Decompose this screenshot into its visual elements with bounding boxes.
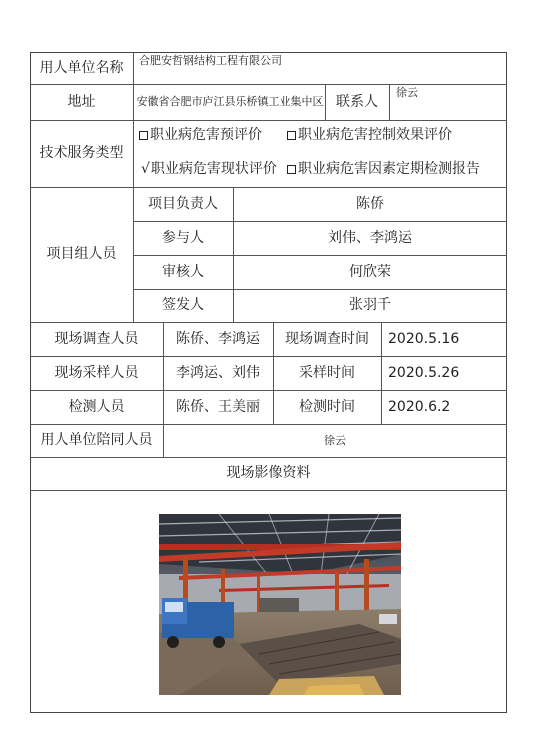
field-row-time-label: 检测时间 bbox=[299, 398, 355, 415]
checkbox-icon bbox=[139, 131, 148, 140]
team-member: 刘伟、李鸿运 bbox=[328, 229, 412, 246]
field-row-people: 陈侨、王美丽 bbox=[176, 398, 260, 415]
team-role: 审核人 bbox=[162, 263, 204, 280]
team-member: 张羽千 bbox=[349, 297, 391, 313]
field-row-time-label: 采样时间 bbox=[299, 364, 355, 381]
field-row-label: 检测人员 bbox=[68, 398, 125, 415]
team-role: 签发人 bbox=[162, 297, 204, 313]
field-row-time-value: 2020.5.16 bbox=[388, 330, 460, 347]
field-row-people: 李鸿运、刘伟 bbox=[176, 364, 260, 381]
employer-name-label: 用人单位名称 bbox=[39, 59, 124, 76]
team-member: 何欣荣 bbox=[349, 263, 391, 280]
employer-name-value: 合肥安哲钢结构工程有限公司 bbox=[139, 54, 282, 67]
service-option-periodic-test: 职业病危害因素定期检测报告 bbox=[287, 158, 503, 180]
field-row-time-value: 2020.5.26 bbox=[388, 364, 460, 381]
checkbox-icon bbox=[287, 131, 296, 140]
team-role: 项目负责人 bbox=[148, 195, 218, 212]
field-row-time-label: 现场调查时间 bbox=[285, 330, 369, 347]
team-role: 参与人 bbox=[162, 229, 204, 246]
accompany-value: 徐云 bbox=[324, 433, 346, 447]
field-row-people: 陈侨、李鸿运 bbox=[176, 330, 260, 347]
site-photo bbox=[159, 514, 401, 695]
field-row-label: 现场采样人员 bbox=[54, 364, 139, 381]
address-label: 地址 bbox=[67, 93, 96, 110]
service-option-status-evaluation: √ 职业病危害现状评价 bbox=[141, 160, 277, 177]
checkbox-icon bbox=[287, 165, 296, 174]
service-option-pre-evaluation: 职业病危害预评价 bbox=[139, 124, 289, 146]
address-value: 安徽省合肥市庐江县乐桥镇工业集中区 bbox=[136, 95, 324, 108]
accompany-label: 用人单位陪同人员 bbox=[40, 432, 153, 448]
field-row-label: 现场调查人员 bbox=[54, 330, 139, 347]
team-member: 陈侨 bbox=[356, 195, 384, 212]
service-type-label: 技术服务类型 bbox=[39, 145, 124, 161]
checkmark-icon: √ bbox=[141, 160, 150, 177]
field-row-time-value: 2020.6.2 bbox=[388, 398, 451, 415]
contact-label: 联系人 bbox=[336, 93, 378, 110]
service-option-control-effect: 职业病危害控制效果评价 bbox=[287, 124, 503, 146]
photo-section-title: 现场影像资料 bbox=[226, 465, 311, 481]
project-team-label: 项目组人员 bbox=[46, 246, 117, 262]
contact-value: 徐云 bbox=[396, 86, 418, 99]
